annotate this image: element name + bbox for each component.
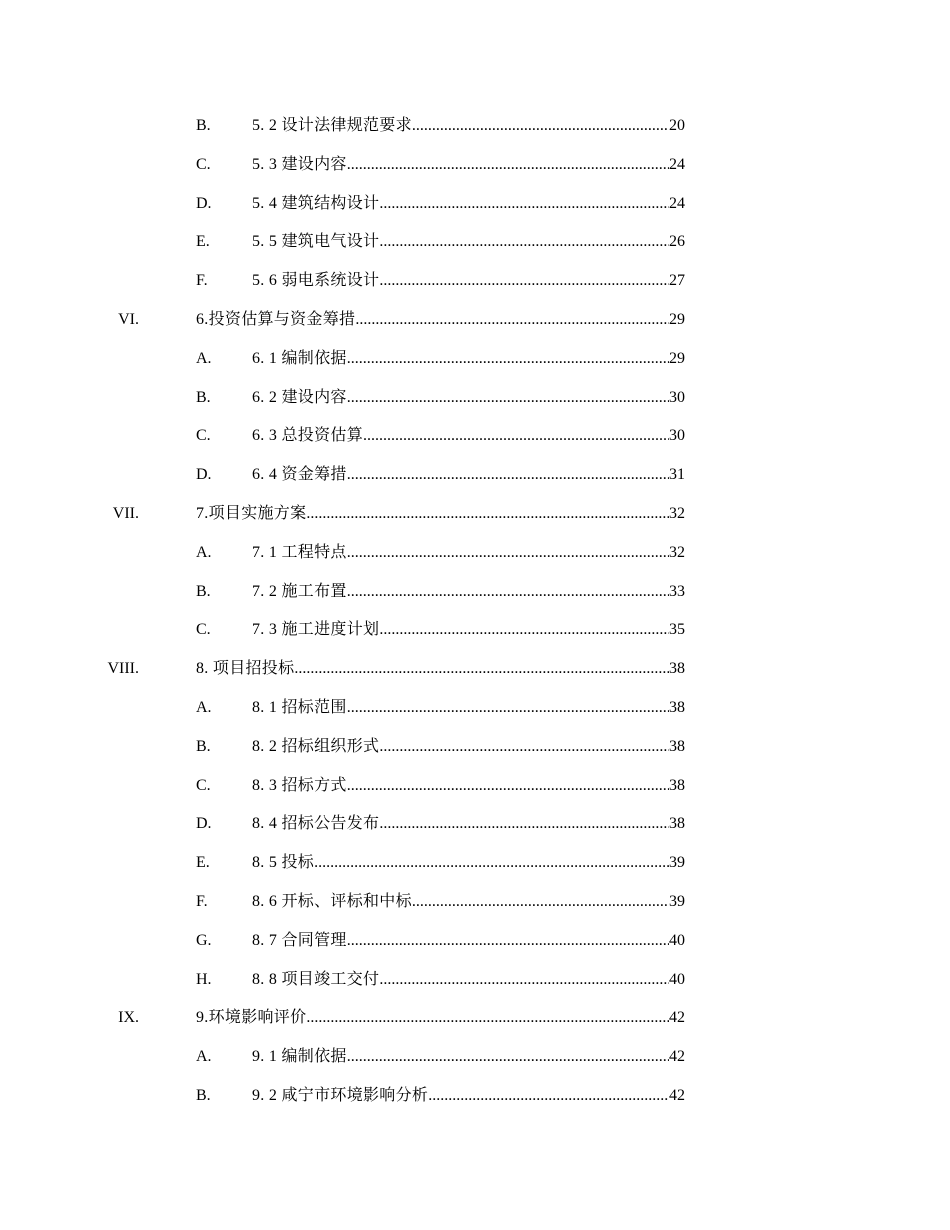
toc-dot-leader [379,805,669,843]
toc-entry-link[interactable] [196,999,685,1037]
toc-page-number: 20 [669,117,685,134]
toc-entry-marker: C. [196,621,211,639]
toc-page-number: 26 [669,233,685,251]
toc-dot-leader [347,146,669,184]
toc-dot-leader [379,961,669,999]
toc-dot-leader [347,379,669,417]
table-of-contents [0,107,950,1116]
toc-entry-marker: G. [196,931,212,949]
toc-section-entry[interactable] [0,340,950,379]
toc-dot-leader [379,611,669,649]
toc-entry-link[interactable] [252,262,685,300]
toc-entry-title: 6. 1 编制依据 [252,349,347,367]
toc-page-number: 42 [669,1048,685,1066]
toc-entry-title: 8. 项目招投标 [196,660,295,678]
toc-entry-link[interactable] [252,223,685,261]
toc-section-entry[interactable] [0,1038,950,1077]
toc-entry-link[interactable] [252,805,685,843]
toc-page-number: 38 [669,776,685,794]
toc-entry-title: 6. 2 建设内容 [252,388,347,406]
toc-page-number: 35 [669,621,685,639]
toc-dot-leader [379,223,669,261]
toc-chapter-entry[interactable] [0,301,950,340]
toc-page-number: 38 [669,737,685,755]
toc-entry-link[interactable] [252,107,685,145]
toc-entry-title: 7. 3 施工进度计划 [252,621,380,639]
toc-page-number: 38 [669,660,685,678]
toc-entry-title: 7. 2 施工布置 [252,582,347,600]
toc-entry-title: 8. 6 开标、评标和中标 [252,892,412,910]
toc-dot-leader [379,262,669,300]
toc-entry-title: 8. 5 投标 [252,854,315,872]
toc-entry-link[interactable] [252,456,685,494]
toc-entry-marker: E. [196,854,210,872]
toc-entry-marker: A. [196,349,212,367]
toc-page-number: 24 [669,155,685,173]
toc-dot-leader [347,340,669,378]
toc-entry-link[interactable] [196,301,685,339]
toc-entry-title: 8. 4 招标公告发布 [252,815,380,833]
toc-entry-marker: VII. [112,504,139,522]
toc-section-entry[interactable] [0,417,950,456]
toc-section-entry[interactable] [0,379,950,418]
toc-page-number: 40 [669,931,685,949]
toc-entry-marker: B. [196,582,211,600]
toc-entry-link[interactable] [252,534,685,572]
toc-entry-title: 8. 2 招标组织形式 [252,737,380,755]
toc-entry-title: 6. 3 总投资估算 [252,427,364,445]
toc-entry-link[interactable] [252,689,685,727]
toc-section-entry[interactable] [0,534,950,573]
toc-dot-leader [363,417,669,455]
toc-entry-marker: C. [196,155,211,173]
toc-entry-marker: C. [196,427,211,445]
toc-entry-title: 8. 3 招标方式 [252,776,347,794]
toc-entry-title: 7. 1 工程特点 [252,543,347,561]
toc-entry-marker: F. [196,272,208,290]
toc-section-entry[interactable] [0,185,950,224]
toc-dot-leader [347,767,669,805]
toc-section-entry[interactable] [0,146,950,185]
toc-entry-title: 9.环境影响评价 [196,1009,307,1027]
toc-entry-marker: A. [196,698,212,716]
toc-page-number: 24 [669,194,685,212]
toc-section-entry[interactable] [0,728,950,767]
toc-section-entry[interactable] [0,107,950,146]
toc-entry-link[interactable] [252,922,685,960]
toc-entry-link[interactable] [252,146,685,184]
toc-dot-leader [347,689,669,727]
toc-page-number: 31 [669,466,685,484]
toc-entry-title: 5. 2 设计法律规范要求 [252,117,412,134]
toc-entry-title: 8. 8 项目竣工交付 [252,970,380,988]
toc-page-number: 39 [669,854,685,872]
toc-dot-leader [412,107,669,145]
toc-entry-marker: B. [196,117,211,134]
toc-entry-marker: A. [196,1048,212,1066]
toc-entry-link[interactable] [252,883,685,921]
toc-entry-marker: B. [196,1086,211,1104]
toc-section-entry[interactable] [0,456,950,495]
toc-dot-leader [379,185,669,223]
toc-section-entry[interactable] [0,611,950,650]
toc-entry-title: 6. 4 资金筹措 [252,466,347,484]
toc-entry-link[interactable] [252,417,685,455]
toc-section-entry[interactable] [0,805,950,844]
toc-dot-leader [347,456,669,494]
toc-page-number: 38 [669,698,685,716]
toc-entry-link[interactable] [196,650,685,688]
toc-dot-leader [412,883,669,921]
toc-section-entry[interactable] [0,961,950,1000]
toc-page-number: 30 [669,388,685,406]
toc-entry-link[interactable] [252,728,685,766]
toc-page-number: 29 [669,310,685,328]
toc-entry-link[interactable] [252,185,685,223]
toc-entry-link[interactable] [196,495,685,533]
toc-entry-marker: VI. [118,310,139,328]
toc-entry-title: 5. 3 建设内容 [252,155,347,173]
toc-page-number: 40 [669,970,685,988]
toc-chapter-entry[interactable] [0,495,950,534]
toc-entry-title: 6.投资估算与资金筹措 [196,310,356,328]
toc-dot-leader [294,650,669,688]
toc-entry-marker: H. [196,970,212,988]
toc-dot-leader [347,1038,669,1076]
toc-section-entry[interactable] [0,844,950,883]
toc-section-entry[interactable] [0,883,950,922]
toc-page-number: 27 [669,272,685,290]
toc-entry-link[interactable] [252,844,685,882]
toc-entry-marker: B. [196,388,211,406]
toc-entry-marker: D. [196,194,212,212]
toc-entry-title: 5. 5 建筑电气设计 [252,233,380,251]
toc-entry-link[interactable] [252,611,685,649]
toc-page-number: 33 [669,582,685,600]
toc-entry-title: 8. 1 招标范围 [252,698,347,716]
toc-entry-title: 5. 4 建筑结构设计 [252,194,380,212]
toc-entry-link[interactable] [252,961,685,999]
toc-page-number: 42 [669,1086,685,1104]
toc-page-number: 42 [669,1009,685,1027]
toc-dot-leader [314,844,669,882]
toc-entry-link[interactable] [252,340,685,378]
toc-entry-title: 8. 7 合同管理 [252,931,347,949]
toc-entry-title: 5. 6 弱电系统设计 [252,272,380,290]
toc-page-number: 32 [669,504,685,522]
toc-entry-marker: IX. [118,1009,139,1027]
toc-entry-title: 7.项目实施方案 [196,504,307,522]
toc-section-entry[interactable] [0,922,950,961]
toc-entry-title: 9. 1 编制依据 [252,1048,347,1066]
toc-entry-link[interactable] [252,1038,685,1076]
toc-entry-marker: VIII. [107,660,139,678]
toc-section-entry[interactable] [0,223,950,262]
toc-section-entry[interactable] [0,767,950,806]
toc-dot-leader [347,922,669,960]
toc-section-entry[interactable] [0,689,950,728]
toc-entry-marker: D. [196,466,212,484]
toc-entry-link[interactable] [252,767,685,805]
toc-entry-link[interactable] [252,379,685,417]
toc-dot-leader [379,728,669,766]
toc-entry-marker: C. [196,776,211,794]
toc-page-number: 30 [669,427,685,445]
toc-entry-marker: E. [196,233,210,251]
toc-dot-leader [347,534,669,572]
toc-page-number: 38 [669,815,685,833]
toc-entry-marker: F. [196,892,208,910]
toc-entry-link[interactable] [252,1077,685,1115]
toc-dot-leader [306,999,669,1037]
toc-dot-leader [428,1077,669,1115]
toc-chapter-entry[interactable] [0,650,950,689]
toc-page-number: 29 [669,349,685,367]
toc-dot-leader [306,495,669,533]
toc-entry-marker: D. [196,815,212,833]
toc-section-entry[interactable] [0,1077,950,1116]
toc-entry-link[interactable] [252,573,685,611]
toc-entry-title: 9. 2 咸宁市环境影响分析 [252,1086,429,1104]
toc-page-number: 32 [669,543,685,561]
toc-entry-marker: B. [196,737,211,755]
toc-section-entry[interactable] [0,573,950,612]
toc-section-entry[interactable] [0,262,950,301]
toc-page-number: 39 [669,892,685,910]
toc-dot-leader [355,301,669,339]
toc-dot-leader [347,573,669,611]
toc-chapter-entry[interactable] [0,999,950,1038]
toc-entry-marker: A. [196,543,212,561]
